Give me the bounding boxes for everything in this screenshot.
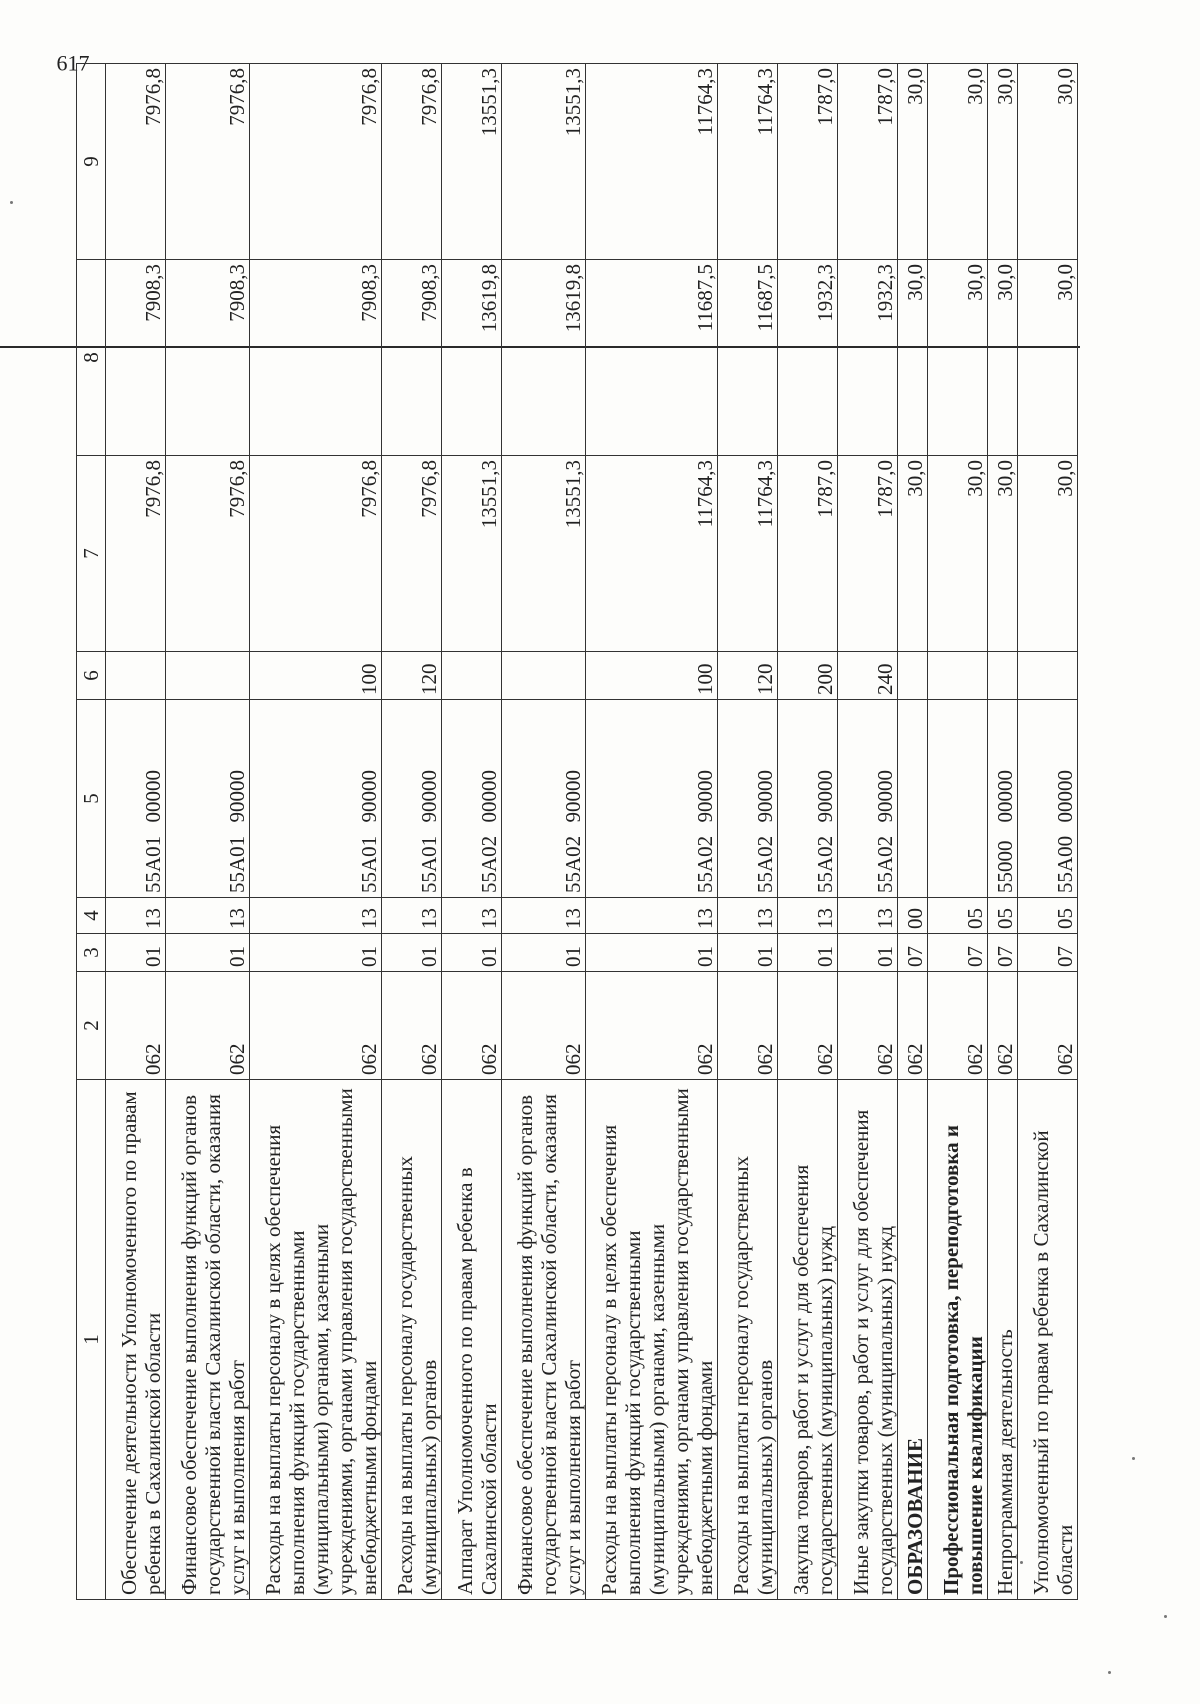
cell-col5 <box>928 700 988 898</box>
cell-col5 <box>1018 700 1078 898</box>
cell-col5 <box>838 700 898 898</box>
row-name: Иные закупки товаров, работ и услуг для обеспечения государственных (муниципальных) нужд <box>838 1080 898 1600</box>
cell-col8: 30,0 <box>988 260 1018 456</box>
expense-direction-code: 90000 <box>873 770 897 823</box>
expense-direction-code: 00000 <box>141 770 165 823</box>
cell-col4: 13 <box>838 898 898 934</box>
cell-col8: 13619,8 <box>442 260 502 456</box>
cell-col2: 062 <box>382 972 442 1080</box>
cell-col5 <box>988 700 1018 898</box>
cell-col6 <box>106 652 166 700</box>
table-row <box>778 64 838 1600</box>
row-name: Расходы на выплаты персоналу государственных (муниципальных) органов <box>718 1080 778 1600</box>
cell-col8: 30,0 <box>898 260 928 456</box>
cell-col7: 1787,0 <box>838 456 898 652</box>
col-header-6: 6 <box>77 652 106 700</box>
cell-col6 <box>502 652 586 700</box>
cell-col7: 30,0 <box>988 456 1018 652</box>
cell-col8: 7908,3 <box>166 260 250 456</box>
cell-col7: 30,0 <box>898 456 928 652</box>
cell-col9: 30,0 <box>1018 64 1078 260</box>
cell-col7: 7976,8 <box>166 456 250 652</box>
target-article-code: 55А02 <box>561 835 585 893</box>
cell-col4: 13 <box>442 898 502 934</box>
cell-col2: 062 <box>586 972 718 1080</box>
col-header-9: 9 <box>77 64 106 260</box>
row-name: Расходы на выплаты персоналу в целях обеспечения выполнения функций государственными (муниципальными) органами, казенными учреждениями, органами управления государственными внебюджетными фондами <box>586 1080 718 1600</box>
expense-direction-code: 00000 <box>1053 770 1077 823</box>
cell-col4: 13 <box>106 898 166 934</box>
expense-direction-code: 90000 <box>693 770 717 823</box>
cell-col4: 13 <box>250 898 382 934</box>
header-row <box>77 64 106 1600</box>
cell-col9: 7976,8 <box>382 64 442 260</box>
cell-col3: 01 <box>838 934 898 972</box>
table-row <box>166 64 250 1600</box>
page-number: 617 <box>56 50 90 76</box>
col-header-7: 7 <box>77 456 106 652</box>
cell-col5 <box>898 700 928 898</box>
target-article-code: 55А01 <box>141 835 165 893</box>
cell-col8: 30,0 <box>928 260 988 456</box>
cell-col4: 13 <box>382 898 442 934</box>
cell-col9: 30,0 <box>928 64 988 260</box>
target-article-code: 55А02 <box>873 835 897 893</box>
cell-col2: 062 <box>928 972 988 1080</box>
col-header-8: 8 <box>77 260 106 456</box>
cell-col6 <box>928 652 988 700</box>
cell-col2: 062 <box>1018 972 1078 1080</box>
target-article-code: 55А01 <box>357 835 381 893</box>
cell-col2: 062 <box>502 972 586 1080</box>
cell-col9: 30,0 <box>988 64 1018 260</box>
cell-col2: 062 <box>718 972 778 1080</box>
cell-col7: 7976,8 <box>382 456 442 652</box>
cell-col8: 30,0 <box>1018 260 1078 456</box>
cell-col6: 120 <box>718 652 778 700</box>
table-row <box>718 64 778 1600</box>
cell-col4: 05 <box>928 898 988 934</box>
cell-col2: 062 <box>898 972 928 1080</box>
cell-col3: 01 <box>718 934 778 972</box>
table-row <box>502 64 586 1600</box>
col-header-1: 1 <box>77 1080 106 1600</box>
cell-col5 <box>502 700 586 898</box>
target-article-code: 55А02 <box>753 835 777 893</box>
cell-col3: 01 <box>106 934 166 972</box>
cell-col3: 07 <box>1018 934 1078 972</box>
cell-col5 <box>778 700 838 898</box>
cell-col4: 00 <box>898 898 928 934</box>
expense-direction-code: 00000 <box>993 770 1017 823</box>
cell-col3: 01 <box>166 934 250 972</box>
cell-col2: 062 <box>166 972 250 1080</box>
cell-col6: 200 <box>778 652 838 700</box>
cell-col8: 1932,3 <box>778 260 838 456</box>
col-header-2: 2 <box>77 972 106 1080</box>
cell-col8: 13619,8 <box>502 260 586 456</box>
col-header-3: 3 <box>77 934 106 972</box>
table-row <box>928 64 988 1600</box>
cell-col6: 100 <box>250 652 382 700</box>
cell-col6 <box>898 652 928 700</box>
table-row <box>382 64 442 1600</box>
cell-col9: 7976,8 <box>250 64 382 260</box>
target-article-code: 55А02 <box>693 835 717 893</box>
expense-direction-code: 90000 <box>753 770 777 823</box>
row-name: Обеспечение деятельности Уполномоченного по правам ребенка в Сахалинской области <box>106 1080 166 1600</box>
cell-col9: 1787,0 <box>778 64 838 260</box>
cell-col2: 062 <box>106 972 166 1080</box>
cell-col3: 07 <box>928 934 988 972</box>
cell-col7: 11764,3 <box>718 456 778 652</box>
cell-col2: 062 <box>838 972 898 1080</box>
expense-direction-code: 90000 <box>417 770 441 823</box>
cell-col9: 7976,8 <box>106 64 166 260</box>
cell-col9: 11764,3 <box>586 64 718 260</box>
row-name: Закупка товаров, работ и услуг для обеспечения государственных (муниципальных) нужд <box>778 1080 838 1600</box>
cell-col6 <box>988 652 1018 700</box>
cell-col7: 11764,3 <box>586 456 718 652</box>
cell-col7: 13551,3 <box>442 456 502 652</box>
target-article-code: 55А01 <box>225 835 249 893</box>
cell-col3: 07 <box>898 934 928 972</box>
cell-col4: 13 <box>718 898 778 934</box>
cell-col3: 01 <box>442 934 502 972</box>
scan-speck <box>1164 1615 1167 1618</box>
expense-direction-code: 90000 <box>561 770 585 823</box>
cell-col6: 240 <box>838 652 898 700</box>
cell-col8: 7908,3 <box>382 260 442 456</box>
cell-col9: 7976,8 <box>166 64 250 260</box>
table-row <box>838 64 898 1600</box>
col-header-4: 4 <box>77 898 106 934</box>
cell-col3: 01 <box>382 934 442 972</box>
cell-col5 <box>382 700 442 898</box>
cell-col9: 1787,0 <box>838 64 898 260</box>
cell-col5 <box>106 700 166 898</box>
cell-col5 <box>586 700 718 898</box>
cell-col9: 13551,3 <box>502 64 586 260</box>
cell-col5 <box>250 700 382 898</box>
cell-col5 <box>442 700 502 898</box>
row-name: Финансовое обеспечение выполнения функций органов государственной власти Сахалинской области, оказания услуг и выполнения работ <box>502 1080 586 1600</box>
cell-col7: 7976,8 <box>106 456 166 652</box>
cell-col4: 13 <box>166 898 250 934</box>
expense-direction-code: 90000 <box>225 770 249 823</box>
target-article-code: 55А01 <box>417 835 441 893</box>
cell-col6 <box>1018 652 1078 700</box>
table-row <box>586 64 718 1600</box>
cell-col6: 120 <box>382 652 442 700</box>
cell-col4: 13 <box>778 898 838 934</box>
col-header-5: 5 <box>77 700 106 898</box>
cell-col6: 100 <box>586 652 718 700</box>
cell-col2: 062 <box>778 972 838 1080</box>
cell-col2: 062 <box>988 972 1018 1080</box>
row-name: Уполномоченный по правам ребенка в Сахалинской области <box>1018 1080 1078 1600</box>
table-row <box>1018 64 1078 1600</box>
cell-col6 <box>166 652 250 700</box>
target-article-code: 55А02 <box>477 835 501 893</box>
row-name: Профессиональная подготовка, переподготовка и повышение квалификации <box>928 1080 988 1600</box>
row-name: ОБРАЗОВАНИЕ <box>898 1080 928 1600</box>
table-row <box>988 64 1018 1600</box>
cell-col3: 01 <box>502 934 586 972</box>
row-name: Аппарат Уполномоченного по правам ребенка в Сахалинской области <box>442 1080 502 1600</box>
cell-col7: 30,0 <box>928 456 988 652</box>
row-name: Непрограммная деятельность <box>988 1080 1018 1600</box>
cell-col4: 13 <box>586 898 718 934</box>
cell-col8: 7908,3 <box>250 260 382 456</box>
cell-col5 <box>718 700 778 898</box>
row-name: Финансовое обеспечение выполнения функций органов государственной власти Сахалинской области, оказания услуг и выполнения работ <box>166 1080 250 1600</box>
cell-col8: 1932,3 <box>838 260 898 456</box>
cell-col4: 05 <box>1018 898 1078 934</box>
scan-speck <box>1108 1671 1111 1674</box>
row-name: Расходы на выплаты персоналу государственных (муниципальных) органов <box>382 1080 442 1600</box>
scan-speck <box>10 201 13 204</box>
cell-col3: 01 <box>778 934 838 972</box>
cell-col9: 30,0 <box>898 64 928 260</box>
target-article-code: 55000 <box>993 840 1017 893</box>
cell-col5 <box>166 700 250 898</box>
cell-col2: 062 <box>442 972 502 1080</box>
cell-col2: 062 <box>250 972 382 1080</box>
target-article-code: 55А00 <box>1053 835 1077 893</box>
cell-col4: 13 <box>502 898 586 934</box>
cell-col8: 7908,3 <box>106 260 166 456</box>
scan-speck <box>1132 1457 1135 1460</box>
table-row <box>898 64 928 1600</box>
cell-col9: 11764,3 <box>718 64 778 260</box>
cell-col3: 07 <box>988 934 1018 972</box>
table-row <box>250 64 382 1600</box>
cell-col7: 7976,8 <box>250 456 382 652</box>
cell-col6 <box>442 652 502 700</box>
table-row <box>106 64 166 1600</box>
cell-col4: 05 <box>988 898 1018 934</box>
cell-col7: 30,0 <box>1018 456 1078 652</box>
expense-direction-code: 00000 <box>477 770 501 823</box>
cell-col3: 01 <box>250 934 382 972</box>
expense-direction-code: 90000 <box>813 770 837 823</box>
cell-col9: 13551,3 <box>442 64 502 260</box>
cell-col8: 11687,5 <box>718 260 778 456</box>
row-name: Расходы на выплаты персоналу в целях обеспечения выполнения функций государственными (муниципальными) органами, казенными учреждениями, органами управления государственными внебюджетными фондами <box>250 1080 382 1600</box>
target-article-code: 55А02 <box>813 835 837 893</box>
cell-col7: 13551,3 <box>502 456 586 652</box>
cell-col8: 11687,5 <box>586 260 718 456</box>
cell-col7: 1787,0 <box>778 456 838 652</box>
table-row <box>442 64 502 1600</box>
cell-col3: 01 <box>586 934 718 972</box>
scan-speck <box>1020 1561 1023 1564</box>
expense-direction-code: 90000 <box>357 770 381 823</box>
budget-table <box>76 63 1078 1600</box>
